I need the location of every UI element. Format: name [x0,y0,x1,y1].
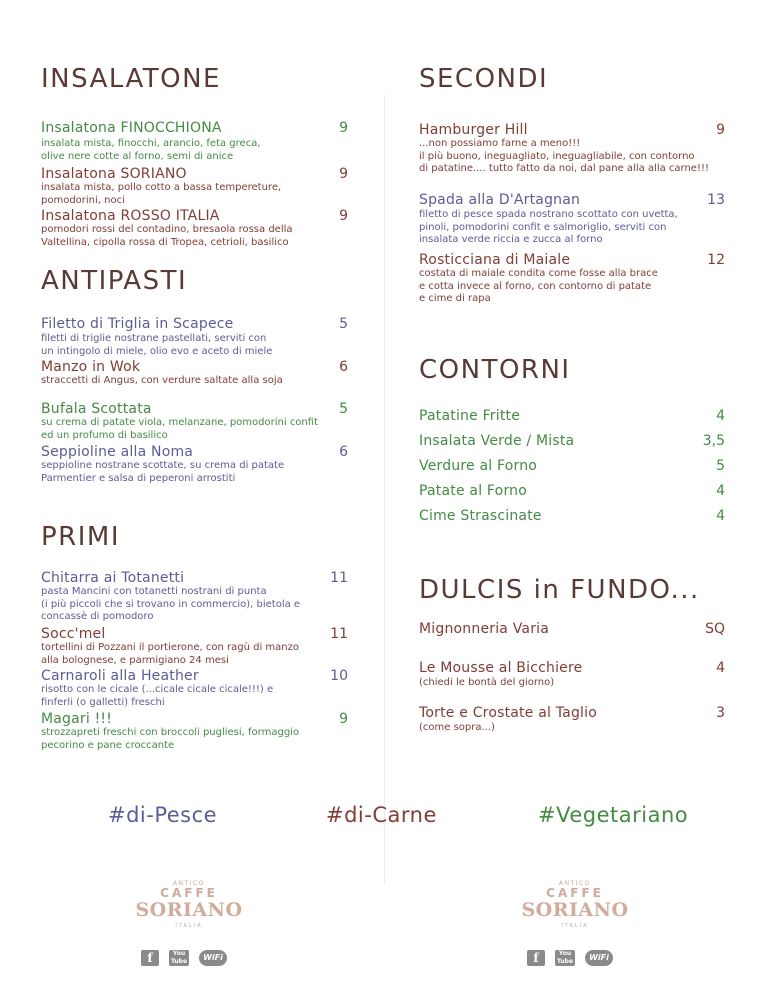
item-name: Insalatona FINOCCHIONA [41,120,222,136]
item-description: seppioline nostrane scottate, su crema di patate Parmentier e salsa di peperoni arrostiti [41,460,285,484]
item-price: 13 [707,192,725,208]
item-price: 3 [716,705,725,721]
item-name: Insalatona ROSSO ITALIA [41,208,220,224]
item-price: 4 [716,660,725,676]
youtube-icon[interactable]: You Tube [556,950,574,965]
item-description: pasta Mancini con totanetti nostrani di punta (i più piccoli che si trovano in commercio), bietola e concassè di pomodoro [41,586,301,622]
logo-caffe-soriano-right: ANTICO CAFFE SORIANO ITALIA [521,880,629,929]
youtube-icon[interactable]: You Tube [170,950,188,965]
item-description: (come sopra...) [419,722,495,733]
item-price: 5 [339,401,348,417]
item-name: Torte e Crostate al Taglio [419,705,597,721]
social-icons-right [527,950,613,966]
item-price: SQ [705,621,725,637]
column-divider [384,95,385,885]
item-name: Hamburger Hill [419,122,528,138]
item-description: straccetti di Angus, con verdure saltate alla soja [41,375,283,386]
section-title-dulcis: DULCIS in FUNDO... [419,575,700,605]
item-price: 9 [339,711,348,727]
item-name: Socc'mel [41,626,106,642]
item-description: ...non possiamo farne a meno!!! il più buono, ineguagliato, ineguagliabile, con contorno di patatine.... tutto fatto da noi, dal pane alla alla carne!!! [419,138,709,174]
item-price: 9 [339,120,348,136]
item-name: Le Mousse al Bicchiere [419,660,583,676]
item-price: 9 [339,166,348,182]
wifi-icon: WiFi [585,950,613,966]
item-name: Filetto di Triglia in Scapece [41,316,234,332]
item-description: risotto con le cicale (...cicale cicale cicale!!!) e finferli (o galletti) freschi [41,684,274,708]
section-title-antipasti: ANTIPASTI [41,266,188,296]
item-name: Mignonneria Varia [419,621,550,637]
item-name: Bufala Scottata [41,401,152,417]
item-price: 4 [716,408,725,424]
section-title-insalatone: INSALATONE [41,64,221,94]
item-price: 11 [330,626,348,642]
legend-pesce: #di-Pesce [108,803,218,827]
item-name: Verdure al Forno [419,458,538,474]
item-name: Manzo in Wok [41,359,141,375]
item-name: Insalata Verde / Mista [419,433,575,449]
item-price: 5 [339,316,348,332]
item-price: 5 [716,458,725,474]
item-description: tortellini di Pozzani il portierone, con ragù di manzo alla bolognese, e parmigiano 24 mesi [41,642,300,666]
item-name: Carnaroli alla Heather [41,668,199,684]
item-description: insalata mista, finocchi, arancio, feta greca, olive nere cotte al forno, semi di anice [41,138,261,162]
item-price: 3,5 [702,433,725,449]
social-icons-left [141,950,227,966]
item-description: su crema di patate viola, melanzane, pomodorini confit ed un profumo di basilico [41,417,318,441]
item-description: costata di maiale condita come fosse alla brace e cotta invece al forno, con contorno di patate e cime di rapa [419,268,658,304]
item-description: filetti di triglie nostrane pastellati, serviti con un intingolo di miele, olio evo e aceto di miele [41,333,273,357]
section-title-contorni: CONTORNI [419,355,571,385]
item-description: pomodori rossi del contadino, bresaola rossa della Valtellina, cipolla rossa di Tropea, cetrioli, basilico [41,224,293,248]
item-name: Magari !!! [41,711,113,727]
item-price: 6 [339,359,348,375]
legend-vegetariano: #Vegetariano [538,803,689,827]
item-price: 6 [339,444,348,460]
item-price: 10 [330,668,348,684]
legend-carne: #di-Carne [326,803,437,827]
item-description: (chiedi le bontà del giorno) [419,677,555,688]
wifi-icon: WiFi [199,950,227,966]
item-price: 12 [707,252,725,268]
section-title-secondi: SECONDI [419,64,549,94]
item-price: 4 [716,483,725,499]
item-name: Patatine Fritte [419,408,521,424]
item-name: Spada alla D'Artagnan [419,192,581,208]
facebook-icon[interactable]: f [527,950,545,966]
item-name: Chitarra ai Totanetti [41,570,185,586]
item-description: insalata mista, pollo cotto a bassa tempereture, pomodorini, noci [41,182,282,206]
facebook-icon[interactable]: f [141,950,159,966]
item-name: Cime Strascinate [419,508,542,524]
item-name: Seppioline alla Noma [41,444,194,460]
item-price: 4 [716,508,725,524]
item-name: Insalatona SORIANO [41,166,187,182]
section-title-primi: PRIMI [41,522,121,552]
item-name: Rosticciana di Maiale [419,252,571,268]
item-price: 9 [339,208,348,224]
item-price: 11 [330,570,348,586]
item-name: Patate al Forno [419,483,527,499]
logo-caffe-soriano-left: ANTICO CAFFE SORIANO ITALIA [135,880,243,929]
item-price: 9 [716,122,725,138]
item-description: strozzapreti freschi con broccoli pugliesi, formaggio pecorino e pane croccante [41,727,300,751]
item-description: filetto di pesce spada nostrano scottato con uvetta, pinoli, pomodorini confit e salmoriglio, serviti con insalata verde riccia e zucca al forno [419,209,678,245]
